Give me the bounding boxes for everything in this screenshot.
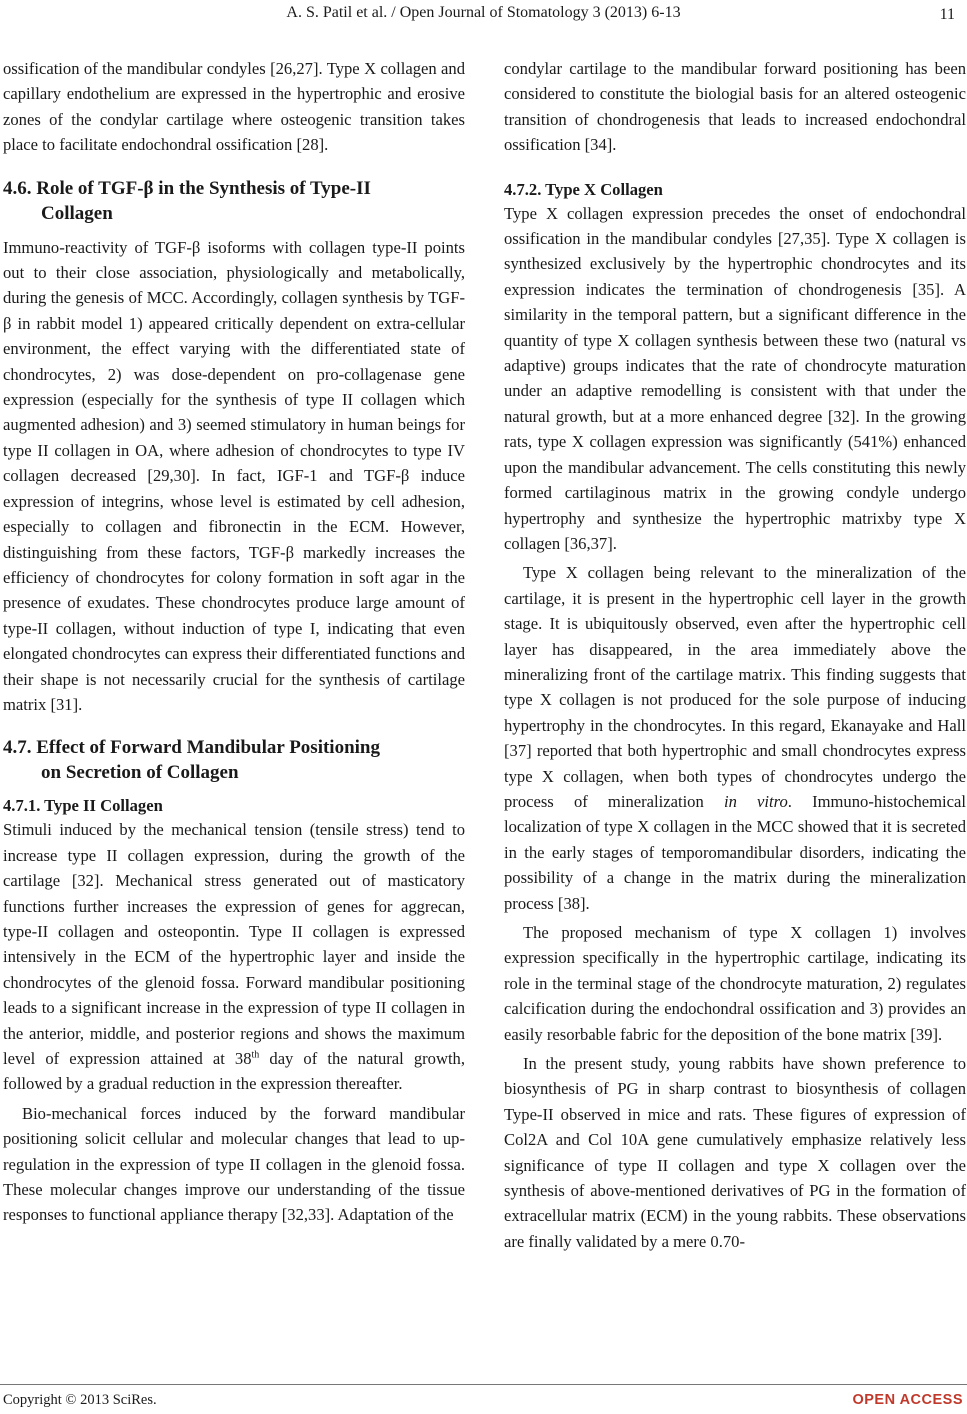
superscript-th: th: [251, 1049, 260, 1061]
section-heading-4-7-line1: 4.7. Effect of Forward Mandibular Positioning: [3, 737, 381, 759]
paragraph-type-x-3: The proposed mechanism of type X collagen 1) involves expression specifically in the hypertrophic cartilage, indicating its role in the terminal stage of the chondrocyte maturation, 2) regulates calcification during the endochondral ossification and 3) provides an easily resorbable fabric for the deposition of the bone matrix [39].: [504, 923, 966, 1044]
subsection-heading-4-7-2: 4.7.2. Type X Collagen: [504, 179, 663, 199]
section-heading-4-7: [3, 735, 465, 785]
footer-divider: [0, 1384, 967, 1385]
open-access-label: OPEN ACCESS: [852, 1392, 963, 1408]
page-footer: [0, 1392, 967, 1412]
paragraph-tgf-beta: Immuno-reactivity of TGF-β isoforms with collagen type-II points out to their close association, physiologically and metabolically, during the genesis of MCC. Accordingly, collagen synthesis by TGF-β in rabbit model 1) appeared critically dependent on extra-cellular environment, the effect varying with the differentiated state of chondrocytes, 2) was dose-dependent on pro-collagenase gene expression (especially for the synthesis of type II collagen which augmented adhesion) and 3) seemed stimulatory in human beings for type II collagen in OA, where adhesion of chondrocytes to type IV collagen decreased [29,30]. In fact, IGF-1 and TGF-β induce expression of integrins, whose level is estimated by cell adhesion, especially to collagen and fibronectin in the ECM. However, distinguishing from these factors, TGF-β markedly increases the efficiency of chondrocytes for colony formation in soft agar in the presence of exudates. These chondrocytes produce large amount of type-II collagen, without induction of type I, indicating that even elongated chondrocytes can express their differentiated functions and their shape is not necessarily crucial for the synthesis of cartilage matrix [31].: [3, 237, 465, 714]
paragraph-type-ii-2: Bio-mechanical forces induced by the forward mandibular positioning solicit cellular and molecular changes that lead to up-regulation in the expression of type II collagen in the glenoid fossa. These molecular changes improve our understanding of the tissue responses to functional appliance therapy [32,33]. Adaptation of the: [3, 1103, 465, 1225]
paragraph-type-x-2-b: . Immuno-histochemical localization of type X collagen in the MCC showed that it is secreted in the early stages of temporomandibular disorders, indicating the possibility of a change in the matrix during the mineralization process [38].: [504, 791, 967, 913]
paragraph-type-x-2-a: Type X collagen being relevant to the mineralization of the cartilage, it is present in the hypertrophic cell layer in the growth stage. It is ubiquitously observed, even after the hypertrophic cell layer has disappeared, in the area immediately above the mineralizing front of the cartilage matrix. This finding suggests that type X collagen is not produced for the sole purpose of inducing hypertrophy in the chondrocytes. In this regard, Ekanayake and Hall [37] reported that both hypertrophic and small chondrocytes express type X collagen, when both types of chondrocytes undergo the process of mineralization: [504, 563, 966, 811]
paragraph-type-x-2: [504, 560, 966, 916]
italic-in-vitro: in vitro: [723, 791, 788, 811]
left-column: [3, 56, 465, 1228]
running-header: [0, 2, 967, 28]
paragraph-type-ii-1-a: Stimuli induced by the mechanical tension (tensile stress) tend to increase type II collagen expression, during the growth of the cartilage [32]. Mechanical stress generated out of masticatory functions further increases the expression of genes for aggrecan, type-II collagen and osteopontin. Type II collagen is expressed intensively in the ECM of the hypertrophic layer and inside the chondrocytes of the glenoid fossa. Forward mandibular positioning leads to a significant increase in the expression of type II collagen in the anterior, middle, and posterior regions and shows the maximum level of expression attained at 38: [3, 820, 465, 1068]
section-heading-4-6-line2: Collagen: [41, 202, 113, 224]
paragraph-intro: ossification of the mandibular condyles [26,27]. Type X collagen and capillary endothelium are expressed in the hypertrophic and erosive zones of the condylar cartilage where osteogenic transition takes place to facilitate endochondral ossification [28].: [3, 59, 465, 155]
right-column: [504, 56, 966, 1254]
paragraph-type-ii-1: [3, 817, 465, 1096]
section-heading-4-6-line1: 4.6. Role of TGF-β in the Synthesis of Type-II: [3, 177, 371, 199]
paragraph-type-x-4: In the present study, young rabbits have shown preference to biosynthesis of PG in sharp contrast to biosynthesis of collagen Type-II observed in mice and rats. These figures of expression of Col2A and Col 10A gene cumulatively emphasize relatively less significance of type II collagen and type X collagen over the synthesis of above-mentioned derivatives of PG in the formation of extracellular matrix (ECM) in the young rabbits. These observations are finally validated by a mere 0.70-: [504, 1054, 966, 1251]
copyright-notice: Copyright © 2013 SciRes.: [3, 1392, 157, 1408]
section-heading-4-7-line2: on Secretion of Collagen: [41, 762, 239, 784]
subsection-heading-4-7-1: 4.7.1. Type II Collagen: [3, 796, 163, 816]
running-title: A. S. Patil et al. / Open Journal of Stomatology 3 (2013) 6-13: [286, 4, 681, 21]
paragraph-type-ii-1-b: day of the natural growth, followed by a gradual reduction in the expression thereafter.: [3, 1049, 465, 1094]
section-heading-4-6: [3, 176, 465, 226]
paragraph-continued: condylar cartilage to the mandibular forward positioning has been considered to constitute the biologial basis for an altered osteogenic transition of chondrogenesis that leads to increased endochondral ossification [34].: [504, 59, 966, 155]
paragraph-type-x-1: Type X collagen expression precedes the onset of endochondral ossification in the mandibular condyles [27,35]. Type X collagen is synthesized exclusively by the hypertrophic chondrocytes and its expression indicates the termination of chondrogenesis [35]. A similarity in the temporal pattern, but a significant difference in the quantity of type X collagen synthesis between these two (natural vs adaptive) groups indicates that the rate of chondrocyte maturation under an adaptive remodelling is consistent with that under the natural growth, but at a more enhanced degree [32]. In the growing rats, type X collagen expression was significantly (541%) enhanced upon the mandibular advancement. The cells constituting this newly formed cartilaginous matrix in the growing condyle undergo hypertrophy and synthesize the hypertrophic matrixby type X collagen [36,37].: [504, 203, 966, 553]
page-number: 11: [939, 6, 955, 23]
